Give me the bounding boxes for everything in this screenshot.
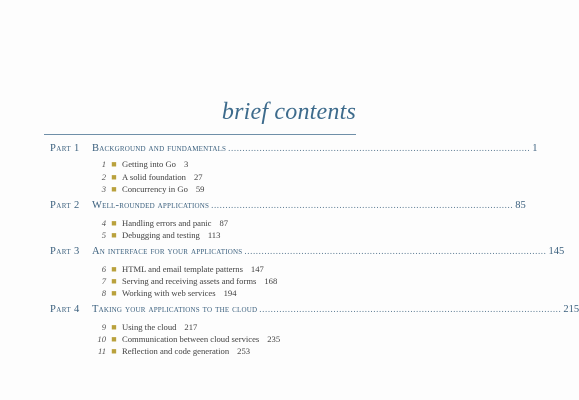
bullet-icon: ■ bbox=[111, 184, 117, 194]
chapter-page: 87 bbox=[219, 218, 229, 228]
bullet-icon: ■ bbox=[111, 230, 117, 240]
chapter-page: 253 bbox=[237, 346, 251, 356]
page-title: brief contents bbox=[221, 99, 356, 125]
chapter-number: 7 bbox=[101, 276, 106, 286]
chapter-number: 6 bbox=[101, 264, 106, 274]
chapter-entry bbox=[90, 218, 228, 230]
part-page: 1 bbox=[532, 143, 538, 154]
bullet-icon: ■ bbox=[111, 172, 117, 182]
bullet-icon: ■ bbox=[111, 159, 117, 169]
part-page: 145 bbox=[548, 246, 565, 257]
leader-dots: .......................................................................................................... bbox=[244, 246, 547, 256]
chapter-title: Getting into Go bbox=[122, 159, 176, 169]
chapter-page: 147 bbox=[250, 264, 264, 274]
part-heading bbox=[50, 143, 538, 157]
part-label: Part 3 bbox=[50, 246, 80, 257]
chapter-page: 217 bbox=[184, 322, 198, 332]
leader-dots: .......................................................................................................... bbox=[228, 143, 531, 153]
chapter-number: 4 bbox=[101, 218, 106, 228]
chapter-number: 10 bbox=[97, 334, 106, 344]
chapter-title: A solid foundation bbox=[122, 172, 186, 182]
bullet-icon: ■ bbox=[111, 288, 117, 298]
chapter-page: 59 bbox=[195, 184, 205, 194]
chapter-title: Handling errors and panic bbox=[122, 218, 212, 228]
bullet-icon: ■ bbox=[111, 264, 117, 274]
chapter-entry bbox=[90, 184, 204, 196]
part-label: Part 1 bbox=[50, 143, 80, 154]
chapter-page: 194 bbox=[223, 288, 237, 298]
chapter-title: Using the cloud bbox=[122, 322, 177, 332]
part-heading bbox=[50, 246, 565, 260]
bullet-icon: ■ bbox=[111, 334, 117, 344]
part-heading bbox=[50, 200, 526, 214]
chapter-title: HTML and email template patterns bbox=[122, 264, 243, 274]
part-page: 85 bbox=[515, 200, 526, 211]
part-title: Well-rounded applications bbox=[92, 200, 210, 211]
part-label: Part 4 bbox=[50, 304, 80, 315]
part-page: 215 bbox=[563, 304, 579, 315]
leader-dots: .......................................................................................................... bbox=[259, 304, 562, 314]
chapter-title: Reflection and code generation bbox=[122, 346, 230, 356]
chapter-title: Working with web services bbox=[122, 288, 216, 298]
chapter-page: 3 bbox=[183, 159, 189, 169]
chapter-number: 1 bbox=[101, 159, 106, 169]
chapter-title: Debugging and testing bbox=[122, 230, 200, 240]
part-title: Taking your applications to the cloud bbox=[92, 304, 258, 315]
part-title: An interface for your applications bbox=[92, 246, 243, 257]
chapter-number: 9 bbox=[101, 322, 106, 332]
chapter-entry bbox=[90, 334, 280, 346]
chapter-number: 2 bbox=[101, 172, 106, 182]
title-divider bbox=[44, 134, 356, 135]
bullet-icon: ■ bbox=[111, 346, 117, 356]
chapter-page: 113 bbox=[207, 230, 221, 240]
leader-dots: .......................................................................................................... bbox=[211, 200, 514, 210]
part-title: Background and fundamentals bbox=[92, 143, 227, 154]
chapter-entry bbox=[90, 172, 203, 184]
chapter-entry bbox=[90, 230, 220, 242]
chapter-number: 3 bbox=[101, 184, 106, 194]
bullet-icon: ■ bbox=[111, 218, 117, 228]
part-heading bbox=[50, 304, 579, 318]
part-label: Part 2 bbox=[50, 200, 80, 211]
chapter-entry bbox=[90, 346, 250, 358]
chapter-number: 5 bbox=[101, 230, 106, 240]
chapter-page: 235 bbox=[267, 334, 281, 344]
chapter-entry bbox=[90, 159, 188, 171]
chapter-title: Serving and receiving assets and forms bbox=[122, 276, 257, 286]
chapter-number: 11 bbox=[98, 346, 106, 356]
chapter-page: 168 bbox=[264, 276, 278, 286]
bullet-icon: ■ bbox=[111, 322, 117, 332]
bullet-icon: ■ bbox=[111, 276, 117, 286]
chapter-number: 8 bbox=[101, 288, 106, 298]
chapter-title: Concurrency in Go bbox=[122, 184, 188, 194]
chapter-entry bbox=[90, 322, 197, 334]
chapter-entry bbox=[90, 288, 236, 300]
chapter-entry bbox=[90, 264, 264, 276]
chapter-entry bbox=[90, 276, 277, 288]
chapter-page: 27 bbox=[193, 172, 203, 182]
chapter-title: Communication between cloud services bbox=[122, 334, 260, 344]
